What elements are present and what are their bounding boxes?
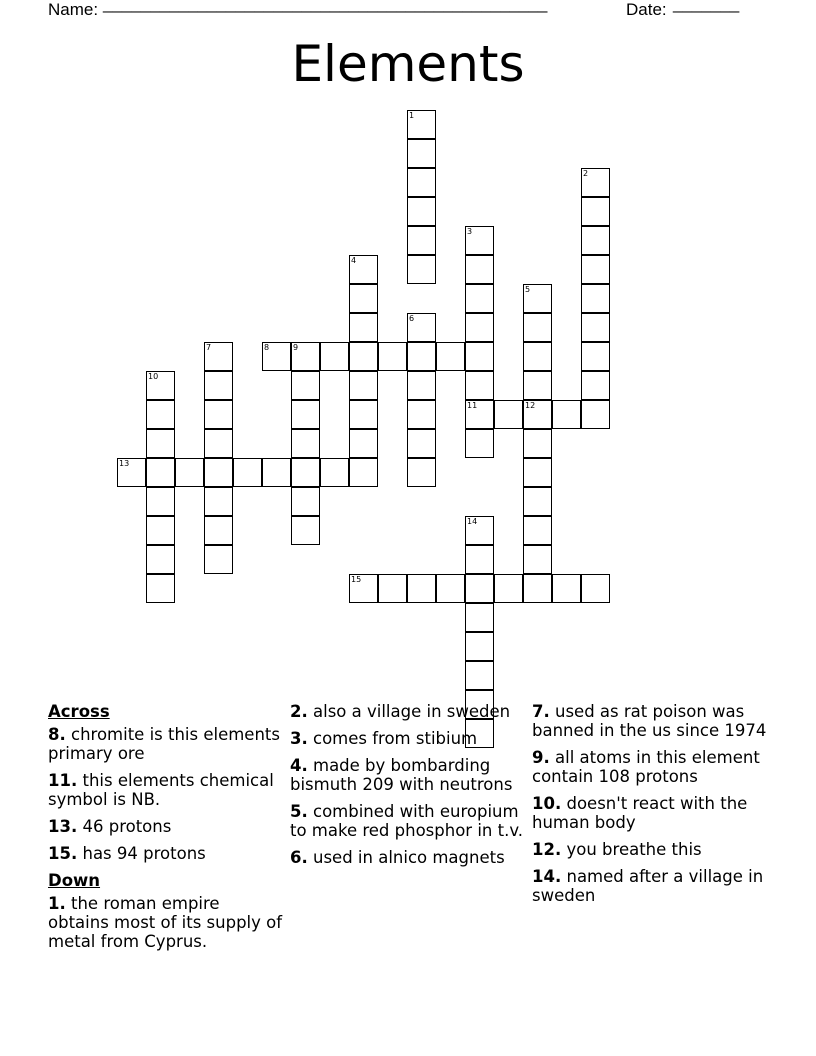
grid-cell[interactable] xyxy=(465,313,494,342)
grid-cell[interactable] xyxy=(349,371,378,400)
grid-cell[interactable] xyxy=(262,342,291,371)
grid-cell[interactable] xyxy=(291,371,320,400)
grid-cell[interactable] xyxy=(523,574,552,603)
grid-cell[interactable] xyxy=(465,632,494,661)
grid-cell[interactable] xyxy=(523,284,552,313)
grid-cell[interactable] xyxy=(465,342,494,371)
clue-down-6: 6. used in alnico magnets xyxy=(290,848,505,867)
clue-across-11: 11. this elements chemical symbol is NB. xyxy=(48,771,274,809)
grid-cell[interactable] xyxy=(407,110,436,139)
grid-cell[interactable] xyxy=(146,574,175,603)
clue-down-9: 9. all atoms in this element contain 108 protons xyxy=(532,748,760,786)
grid-cell[interactable] xyxy=(204,371,233,400)
grid-cell[interactable] xyxy=(146,516,175,545)
clues-column-2 xyxy=(290,702,526,875)
grid-cell[interactable] xyxy=(349,458,378,487)
grid-cell[interactable] xyxy=(204,516,233,545)
grid-cell[interactable] xyxy=(204,429,233,458)
grid-cell[interactable] xyxy=(465,429,494,458)
clue-down-10: 10. doesn't react with the human body xyxy=(532,794,748,832)
clue-number: 7 xyxy=(206,343,212,352)
grid-cell[interactable] xyxy=(494,400,523,429)
grid-cell[interactable] xyxy=(407,574,436,603)
grid-cell[interactable] xyxy=(581,226,610,255)
grid-cell[interactable] xyxy=(349,400,378,429)
across-heading: Across xyxy=(48,702,110,721)
clue-number: 2 xyxy=(583,169,589,178)
grid-cell[interactable] xyxy=(233,458,262,487)
clue-number: 14 xyxy=(467,517,478,526)
grid-cell[interactable] xyxy=(146,400,175,429)
grid-cell[interactable] xyxy=(552,574,581,603)
clue-down-12: 12. you breathe this xyxy=(532,840,702,859)
clue-number: 3 xyxy=(467,227,473,236)
grid-cell[interactable] xyxy=(349,429,378,458)
grid-cell[interactable] xyxy=(465,603,494,632)
grid-cell[interactable] xyxy=(291,458,320,487)
grid-cell[interactable] xyxy=(407,168,436,197)
grid-cell[interactable] xyxy=(349,342,378,371)
grid-cell[interactable] xyxy=(146,545,175,574)
grid-cell[interactable] xyxy=(407,139,436,168)
grid-cell[interactable] xyxy=(407,371,436,400)
grid-cell[interactable] xyxy=(349,255,378,284)
grid-cell[interactable] xyxy=(494,574,523,603)
clue-across-13: 13. 46 protons xyxy=(48,817,172,836)
grid-cell[interactable] xyxy=(407,458,436,487)
grid-cell[interactable] xyxy=(291,516,320,545)
grid-cell[interactable] xyxy=(291,487,320,516)
clue-number: 9 xyxy=(293,343,299,352)
grid-cell[interactable] xyxy=(581,574,610,603)
clue-number: 13 xyxy=(119,459,130,468)
grid-cell[interactable] xyxy=(581,284,610,313)
clue-number: 10 xyxy=(148,372,159,381)
grid-cell[interactable] xyxy=(407,429,436,458)
grid-cell[interactable] xyxy=(407,400,436,429)
page-title: Elements xyxy=(291,35,525,93)
grid-cell[interactable] xyxy=(465,545,494,574)
grid-cell[interactable] xyxy=(465,255,494,284)
grid-cell[interactable] xyxy=(291,429,320,458)
grid-cell[interactable] xyxy=(465,371,494,400)
grid-cell[interactable] xyxy=(175,458,204,487)
grid-cell[interactable] xyxy=(581,342,610,371)
grid-cell[interactable] xyxy=(204,545,233,574)
grid-cell[interactable] xyxy=(581,168,610,197)
grid-cell[interactable] xyxy=(407,197,436,226)
grid-cell[interactable] xyxy=(523,313,552,342)
clue-number: 5 xyxy=(525,285,531,294)
clue-down-5: 5. combined with europium to make red phosphor in t.v. xyxy=(290,802,524,840)
grid-cell[interactable] xyxy=(465,226,494,255)
grid-cell[interactable] xyxy=(581,400,610,429)
clue-number: 4 xyxy=(351,256,357,265)
clue-number: 11 xyxy=(467,401,478,410)
name-label: Name: xyxy=(48,0,99,19)
grid-cell[interactable] xyxy=(523,400,552,429)
grid-cell[interactable] xyxy=(378,342,407,371)
clue-down-14: 14. named after a village in sweden xyxy=(532,867,764,905)
clue-number: 15 xyxy=(351,575,362,584)
down-heading: Down xyxy=(48,871,101,890)
grid-cell[interactable] xyxy=(465,284,494,313)
grid-cell[interactable] xyxy=(117,458,146,487)
grid-cell[interactable] xyxy=(204,458,233,487)
clue-number: 1 xyxy=(409,111,415,120)
grid-cell[interactable] xyxy=(581,313,610,342)
grid-cell[interactable] xyxy=(552,400,581,429)
grid-cell[interactable] xyxy=(436,342,465,371)
grid-cell[interactable] xyxy=(523,371,552,400)
clue-down-2: 2. also a village in sweden xyxy=(290,702,511,721)
grid-cell[interactable] xyxy=(291,400,320,429)
clue-down-4: 4. made by bombarding bismuth 209 with neutrons xyxy=(290,756,513,794)
clue-across-15: 15. has 94 protons xyxy=(48,844,206,863)
grid-cell[interactable] xyxy=(465,400,494,429)
grid-cell[interactable] xyxy=(204,487,233,516)
grid-cell[interactable] xyxy=(407,342,436,371)
clue-down-1: 1. the roman empire obtains most of its supply of metal from Cyprus. xyxy=(48,894,283,951)
grid-cell[interactable] xyxy=(349,284,378,313)
grid-cell[interactable] xyxy=(146,429,175,458)
grid-cell[interactable] xyxy=(378,574,407,603)
grid-cell[interactable] xyxy=(523,342,552,371)
grid-cell[interactable] xyxy=(146,458,175,487)
grid-cell[interactable] xyxy=(523,516,552,545)
name-line[interactable]: _______________________________________________ xyxy=(103,0,548,13)
grid-cell[interactable] xyxy=(204,342,233,371)
grid-cell[interactable] xyxy=(436,574,465,603)
grid-cell[interactable] xyxy=(581,255,610,284)
grid-cell[interactable] xyxy=(320,342,349,371)
clue-across-8: 8. chromite is this elements primary ore xyxy=(48,725,280,763)
grid-cell[interactable] xyxy=(581,197,610,226)
clue-number: 6 xyxy=(409,314,415,323)
grid-cell[interactable] xyxy=(291,342,320,371)
grid-cell[interactable] xyxy=(465,516,494,545)
grid-cell[interactable] xyxy=(523,545,552,574)
grid-cell[interactable] xyxy=(146,487,175,516)
grid-cell[interactable] xyxy=(407,226,436,255)
grid-cell[interactable] xyxy=(523,458,552,487)
clue-down-3: 3. comes from stibium xyxy=(290,729,478,748)
clues-column-3 xyxy=(532,702,768,913)
grid-cell[interactable] xyxy=(523,487,552,516)
grid-cell[interactable] xyxy=(465,661,494,690)
grid-cell[interactable] xyxy=(349,313,378,342)
clue-number: 8 xyxy=(264,343,270,352)
grid-cell[interactable] xyxy=(407,255,436,284)
grid-cell[interactable] xyxy=(204,400,233,429)
grid-cell[interactable] xyxy=(146,371,175,400)
clue-down-7: 7. used as rat poison was banned in the us since 1974 xyxy=(532,702,767,740)
grid-cell[interactable] xyxy=(349,574,378,603)
clue-number: 12 xyxy=(525,401,536,410)
date-line[interactable]: _______ xyxy=(673,0,740,13)
grid-cell[interactable] xyxy=(320,458,349,487)
grid-cell[interactable] xyxy=(581,371,610,400)
grid-cell[interactable] xyxy=(523,429,552,458)
grid-cell[interactable] xyxy=(262,458,291,487)
grid-cell[interactable] xyxy=(407,313,436,342)
clues-column-1 xyxy=(48,702,284,959)
grid-cell[interactable] xyxy=(465,574,494,603)
date-label: Date: xyxy=(626,0,667,19)
